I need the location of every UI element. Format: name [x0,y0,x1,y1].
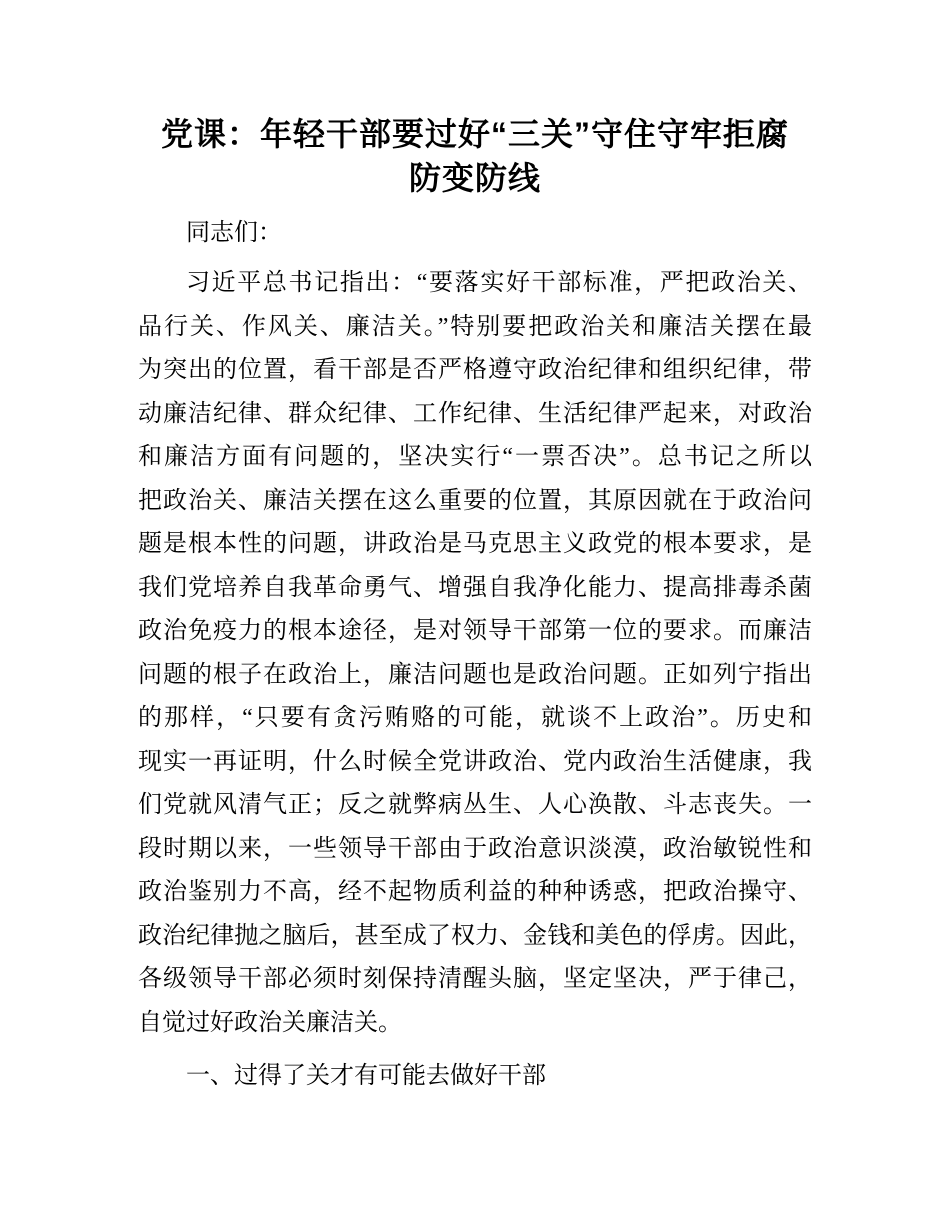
title-line-2: 防变防线 [408,160,541,196]
text-line: 自觉过好政治关廉洁关。 [138,1009,402,1036]
section-heading [138,1055,812,1099]
text-line: 动廉洁纪律、群众纪律、工作纪律、生活纪律严起来，对政治 [138,400,812,427]
text-line: 题是根本性的问题，讲政治是马克思主义政党的根本要求，是 [138,531,812,557]
text-line: 各级领导干部必须时刻保持清醒头脑，坚定坚决，严于律己， [138,966,812,992]
text-line: 政治鉴别力不高，经不起物质利益的种种诱惑，把政治操守、 [138,879,812,905]
text-line: 的那样，“只要有贪污贿赂的可能，就谈不上政治”。历史和 [138,705,812,731]
text-line: 习近平总书记指出：“要落实好干部标准，严把政治关、 [186,270,812,296]
document-title [138,112,812,200]
text-line: 政治免疫力的根本途径，是对领导干部第一位的要求。而廉洁 [138,618,812,644]
text-line: 一、过得了关才有可能去做好干部 [186,1063,546,1089]
body-paragraph [138,262,812,1045]
salutation-paragraph [138,212,812,256]
text-line: 问题的根子在政治上，廉洁问题也是政治问题。正如列宁指出 [138,661,812,688]
text-line: 现实一再证明，什么时候全党讲政治、党内政治生活健康，我 [138,748,812,775]
text-line: 政治纪律抛之脑后，甚至成了权力、金钱和美色的俘虏。因此， [138,922,812,949]
text-line: 同志们： [186,220,282,246]
text-line: 段时期以来，一些领导干部由于政治意识淡漠，政治敏锐性和 [138,835,812,862]
text-line: 为突出的位置，看干部是否严格遵守政治纪律和组织纪律，带 [138,357,812,383]
text-line: 品行关、作风关、廉洁关。”特别要把政治关和廉洁关摆在最 [138,313,812,340]
text-line: 把政治关、廉洁关摆在这么重要的位置，其原因就在于政治问 [138,487,812,514]
text-line: 们党就风清气正；反之就弊病丛生、人心涣散、斗志丧失。一 [138,792,812,818]
text-line: 和廉洁方面有问题的，坚决实行“一票否决”。总书记之所以 [138,444,812,470]
title-line-1: 党课：年轻干部要过好“三关”守住守牢拒腐 [160,116,789,152]
text-line: 我们党培养自我革命勇气、增强自我净化能力、提高排毒杀菌 [138,574,812,601]
